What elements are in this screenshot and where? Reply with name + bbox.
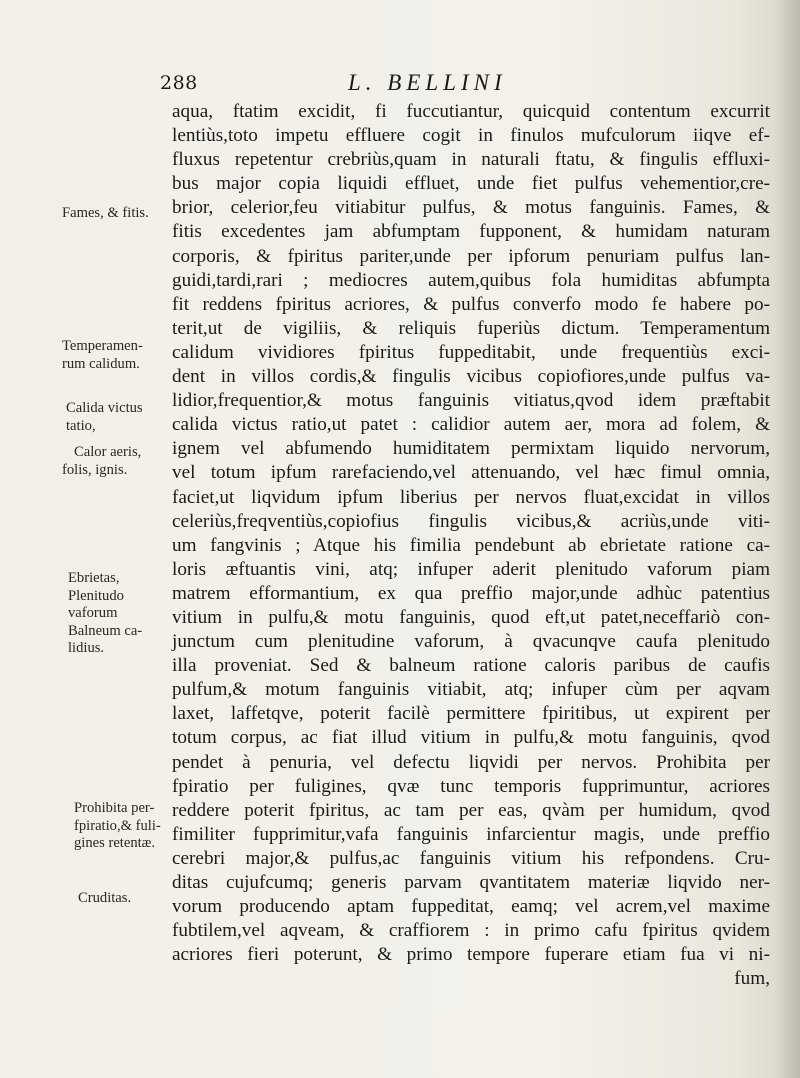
- text-line: fluxus repetentur crebriùs,quam in naturali ftatu, & fingulis effluxi-: [172, 149, 770, 171]
- text-line: lidior,frequentior,& motus fanguinis vitiatus,qvod idem præftabit: [172, 390, 770, 412]
- text-line: matrem efformantium, ex qua preffio major,unde adhùc patentius: [172, 582, 770, 604]
- text-line: totum corpus, ac fiat illud vitium in pulfu,& motu fanguinis, qvod: [172, 727, 770, 749]
- text-line: dent in villos cordis,& fingulis vicibus copiofiores,unde pulfus va-: [172, 366, 770, 388]
- running-head: L. BELLINI: [348, 70, 507, 95]
- text-line: vorum producendo aptam fuppeditat, eamq; vel acrem,vel maxime: [172, 896, 770, 918]
- page-header: [160, 72, 780, 102]
- margin-note-line: Fames, & fitis.: [62, 205, 149, 221]
- text-line: pendet à penuria, vel defectu liqvidi per nervos. Prohibita per: [172, 751, 770, 773]
- text-line: laxet, laffetqve, poterit facilè permittere fpiritibus, ut expirent per: [172, 703, 770, 725]
- text-line: ignem vel abfumendo humiditatem permixtam liquido nervorum,: [172, 438, 770, 460]
- margin-note-line: Ebrietas,: [68, 570, 120, 586]
- margin-note-line: lidius.: [68, 640, 105, 656]
- text-line: pulfum,& motum fanguinis vitiabit, atq; infuper cùm per aqvam: [172, 679, 770, 701]
- text-line: junctum cum plenitudine vaforum, à qvacunqve caufa plenitudo: [172, 631, 770, 653]
- margin-note-calida-victus: [66, 400, 143, 435]
- text-line: brior, celerior,feu vitiabitur pulfus, & motus fanguinis. Fames, &: [172, 197, 770, 219]
- margin-note-line: Plenitudo: [68, 587, 124, 604]
- body-text: [172, 100, 770, 991]
- text-line: terit,ut de vigiliis, & reliquis fuperiùs dictum. Temperamentum: [172, 317, 770, 339]
- text-line: guidi,tardi,rari ; mediocres autem,quibus fola humiditas abfumpta: [172, 269, 770, 291]
- text-line: fpiratio per fuligines, qvæ tunc temporis fupprimuntur, acriores: [172, 775, 770, 797]
- text-line: fit reddens fpiritus acriores, & pulfus converfo modo fe habere po-: [172, 293, 770, 315]
- text-line: bus major copia liquidi effluet, unde fiet pulfus vehementior,cre-: [172, 173, 770, 195]
- text-line: fubtilem,vel aqveam, & craffiorem : in primo cafu fpiritus qvidem: [172, 920, 770, 942]
- margin-note-line: gines retentæ.: [74, 835, 156, 851]
- text-line: fimiliter fupprimitur,vafa fanguinis infarcientur magis, unde preffio: [172, 823, 770, 845]
- margin-note-line: Calor aeris,: [74, 444, 142, 460]
- text-line: celeriùs,freqventiùs,copiofius fingulis vicibus,& acriùs,unde viti-: [172, 510, 770, 532]
- margin-note-calor: [62, 444, 141, 479]
- margin-note-line: Cruditas.: [78, 890, 132, 906]
- text-line: calidum vividiores fpiritus fuppeditabit, unde frequentiùs exci-: [172, 341, 770, 363]
- margin-note-line: Calida victus: [66, 400, 143, 416]
- text-line: reddere poterit fpiritus, ac tam per eas, qvàm per humidum, qvod: [172, 799, 770, 821]
- margin-note-temperamentum: [62, 338, 143, 373]
- margin-note-ebrietas: [68, 570, 142, 658]
- text-line: vitium in pulfu,& motu fanguinis, quod eft,ut patet,neceffariò con-: [172, 606, 770, 628]
- catchword: fum,: [734, 968, 770, 990]
- text-line: ditas cujufcumq; generis parvam qvantitatem materiæ liqvido ner-: [172, 872, 770, 893]
- text-line: cerebri major,& pulfus,ac fanguinis vitium his refpondens. Cru-: [172, 847, 770, 869]
- text-line: fitis excedentes jam abfumptam fupponent, & humidam naturam: [172, 221, 770, 243]
- margin-note-line: Prohibita per-: [74, 800, 155, 816]
- page-number: 288: [160, 72, 198, 94]
- page-edge-shadow: [774, 0, 800, 1078]
- text-line: aqua, ftatim excidit, fi fuccutiantur, quicquid contentum excurrit: [172, 101, 770, 122]
- text-line: vel totum ipfum rarefaciendo,vel attenuando, vel hæc fimul omnia,: [172, 462, 770, 484]
- margin-note-line: rum calidum.: [62, 355, 140, 372]
- text-line: um fangvinis ; Atque his fimilia pendebunt ab ebrietate ratione ca-: [172, 534, 770, 556]
- text-line: calida victus ratio,ut patet : calidior autem aer, mora ad folem, &: [172, 414, 770, 436]
- margin-note-prohibita: [74, 800, 161, 853]
- margin-note-line: fpiratio,& fuli-: [74, 817, 161, 834]
- margin-note-line: Temperamen-: [62, 338, 143, 354]
- margin-note-line: Balneum ca-: [68, 622, 143, 639]
- margin-note-line: tatio,: [66, 417, 96, 434]
- text-line: lentiùs,toto impetu effluere cogit in finulos mufculorum iiqve ef-: [172, 125, 770, 147]
- margin-note-fames: [62, 205, 149, 223]
- margin-note-line: folis, ignis.: [62, 461, 128, 478]
- text-line: acriores fieri poterunt, & primo tempore fuperare etiam fua vi ni-: [172, 944, 770, 966]
- text-line: loris æftuantis vini, atq; infuper aderit plenitudo vaforum piam: [172, 558, 770, 580]
- margin-note-cruditas: [78, 890, 131, 908]
- text-line: illa proveniat. Sed & balneum ratione caloris paribus de caufis: [172, 655, 770, 677]
- margin-note-line: vaforum: [68, 605, 118, 621]
- text-line: faciet,ut liqvidum ipfum liberius per nervos fluat,excidat in villos: [172, 486, 770, 508]
- text-line: corporis, & fpiritus pariter,unde per ipforum penuriam pulfus lan-: [172, 245, 770, 267]
